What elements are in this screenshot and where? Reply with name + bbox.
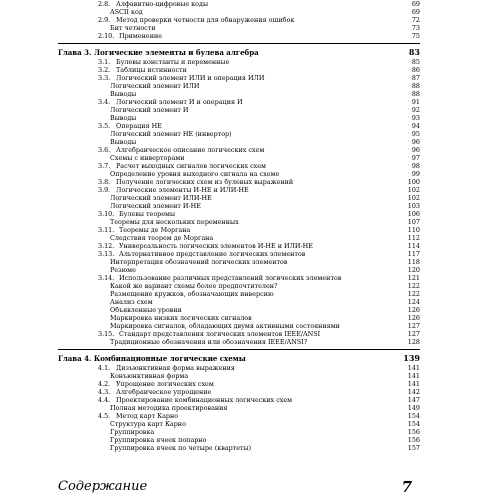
toc-section-entry [58, 74, 420, 82]
toc-section-entry [58, 210, 420, 218]
entry-page-number: 126 [407, 314, 420, 322]
entry-title: Операция НЕ [116, 122, 162, 130]
toc-subsection-entry [58, 444, 420, 452]
entry-page-number: 157 [407, 444, 420, 452]
entry-page-number: 103 [407, 202, 420, 210]
section-number: 4.1. [98, 364, 111, 372]
entry-title: Альтернативное представление логических элементов [119, 250, 306, 258]
entry-title: Группировка ячеек попарно [110, 436, 207, 444]
entry-page-number: 124 [407, 298, 420, 306]
toc-subsection-entry [58, 154, 420, 162]
entry-page-number: 154 [407, 412, 420, 420]
entry-page-number: 141 [407, 380, 420, 388]
toc-section-entry [58, 32, 420, 40]
toc-section-entry [58, 396, 420, 404]
entry-title: Маркировка сигналов, обладающих двумя активными состояниями [110, 322, 340, 330]
entry-page-number: 127 [407, 322, 420, 330]
entry-page-number: 121 [407, 274, 420, 282]
entry-title: Бит четности [110, 24, 156, 32]
toc-subsection-entry [58, 90, 420, 98]
entry-page-number: 99 [411, 170, 420, 178]
section-number: 3.3. [98, 74, 111, 82]
entry-title: Булевы константы и переменные [116, 58, 230, 66]
entry-page-number: 141 [407, 372, 420, 380]
toc-section-entry [58, 16, 420, 24]
entry-title: Резюме [110, 266, 136, 274]
section-number: 3.5. [98, 122, 111, 130]
toc-subsection-entry [58, 420, 420, 428]
entry-title: Булевы теоремы [119, 210, 176, 218]
entry-title: Какой же вариант схемы более предпочтителен? [110, 282, 278, 290]
entry-page-number: 72 [411, 16, 420, 24]
toc-subsection-entry [58, 428, 420, 436]
toc-subsection-entry [58, 24, 420, 32]
entry-page-number: 88 [411, 90, 420, 98]
toc-subsection-entry [58, 170, 420, 178]
entry-page-number: 110 [407, 226, 420, 234]
entry-title: Логический элемент ИЛИ-НЕ [110, 194, 212, 202]
entry-title: Схемы с инверторами [110, 154, 185, 162]
table-of-contents [58, 0, 420, 452]
entry-page-number: 94 [411, 122, 420, 130]
toc-subsection-entry [58, 106, 420, 114]
entry-title: Универсальность логических элементов И-НЕ и ИЛИ-НЕ [119, 242, 313, 250]
section-number: 3.15. [98, 330, 115, 338]
entry-title: Логический элемент ИЛИ и операция ИЛИ [116, 74, 265, 82]
entry-page-number: 102 [407, 186, 420, 194]
entry-page-number: 96 [411, 138, 420, 146]
page-number: 7 [401, 478, 412, 496]
entry-page-number: 156 [407, 436, 420, 444]
entry-title: Логический элемент ИЛИ [110, 82, 200, 90]
toc-section-entry [58, 364, 420, 372]
toc-subsection-entry [58, 266, 420, 274]
entry-page-number: 114 [407, 242, 420, 250]
toc-section-entry [58, 98, 420, 106]
section-number: 4.5. [98, 412, 111, 420]
entry-page-number: 69 [411, 8, 420, 16]
chapter-heading [58, 47, 420, 58]
entry-page-number: 127 [407, 330, 420, 338]
section-number: 3.9. [98, 186, 111, 194]
toc-section-entry [58, 146, 420, 154]
toc-section-entry [58, 0, 420, 8]
entry-title: Выводы [110, 114, 137, 122]
entry-title: Логический элемент И-НЕ [110, 202, 201, 210]
toc-subsection-entry [58, 372, 420, 380]
section-number: 2.9. [98, 16, 111, 24]
section-number: 4.2. [98, 380, 111, 388]
toc-section-entry [58, 242, 420, 250]
entry-page-number: 139 [403, 353, 420, 363]
toc-section-entry [58, 178, 420, 186]
entry-page-number: 69 [411, 0, 420, 8]
toc-subsection-entry [58, 314, 420, 322]
entry-title: Алфавитно-цифровые коды [116, 0, 209, 8]
section-number: 3.7. [98, 162, 111, 170]
entry-title: Применение [119, 32, 163, 40]
entry-title: Структура карт Карно [110, 420, 186, 428]
entry-page-number: 112 [407, 234, 420, 242]
entry-title: Логический элемент И [110, 106, 189, 114]
toc-subsection-entry [58, 322, 420, 330]
entry-page-number: 97 [411, 154, 420, 162]
page-footer [58, 478, 420, 496]
chapter-divider [58, 43, 420, 44]
entry-page-number: 142 [407, 388, 420, 396]
entry-page-number: 96 [411, 146, 420, 154]
toc-section-entry [58, 388, 420, 396]
section-number: 3.8. [98, 178, 111, 186]
entry-title: Метод карт Карно [116, 412, 179, 420]
chapter-divider [58, 349, 420, 350]
entry-page-number: 106 [407, 210, 420, 218]
entry-page-number: 154 [407, 420, 420, 428]
entry-title: Теоремы для нескольких переменных [110, 218, 239, 226]
toc-section-entry [58, 274, 420, 282]
entry-page-number: 87 [411, 74, 420, 82]
section-number: 3.11. [98, 226, 115, 234]
section-number: 3.12. [98, 242, 115, 250]
entry-page-number: 149 [407, 404, 420, 412]
toc-subsection-entry [58, 436, 420, 444]
toc-section-entry [58, 226, 420, 234]
entry-page-number: 93 [411, 114, 420, 122]
toc-subsection-entry [58, 130, 420, 138]
entry-title: Конъюнктивная форма [110, 372, 189, 380]
entry-title: Проектирование комбинационных логических схем [116, 396, 293, 404]
section-number: 2.8. [98, 0, 111, 8]
toc-subsection-entry [58, 138, 420, 146]
entry-title: Глава 3. Логические элементы и булева алгебра [58, 48, 259, 57]
section-number: 3.4. [98, 98, 111, 106]
entry-title: Маркировка низких логических сигналов [110, 314, 252, 322]
entry-title: Использование различных представлений логических элементов [119, 274, 342, 282]
entry-page-number: 85 [411, 58, 420, 66]
entry-title: Объявленные уровни [110, 306, 182, 314]
entry-page-number: 156 [407, 428, 420, 436]
toc-section-entry [58, 122, 420, 130]
entry-title: Теоремы де Моргана [119, 226, 191, 234]
section-number: 3.13. [98, 250, 115, 258]
toc-section-entry [58, 58, 420, 66]
entry-page-number: 88 [411, 82, 420, 90]
entry-page-number: 100 [407, 178, 420, 186]
entry-page-number: 73 [411, 24, 420, 32]
entry-title: Размещение кружков, обозначающих инверсию [110, 290, 274, 298]
entry-title: Анализ схем [110, 298, 153, 306]
section-number: 2.10. [98, 32, 115, 40]
entry-title: Логический элемент НЕ (инвертор) [110, 130, 232, 138]
toc-subsection-entry [58, 306, 420, 314]
entry-title: Дизъюнктивная форма выражения [116, 364, 235, 372]
entry-page-number: 86 [411, 66, 420, 74]
entry-page-number: 91 [411, 98, 420, 106]
section-number: 4.4. [98, 396, 111, 404]
entry-title: Метод проверки четности для обнаружения ошибок [116, 16, 295, 24]
entry-page-number: 117 [407, 250, 420, 258]
section-number: 3.14. [98, 274, 115, 282]
toc-subsection-entry [58, 82, 420, 90]
entry-title: Логический элемент И и операция И [116, 98, 243, 106]
entry-title: Следствия теорем де Моргана [110, 234, 214, 242]
entry-title: Алгебраическое описание логических схем [116, 146, 265, 154]
entry-title: Традиционные обозначения или обозначения IEEE/ANSI? [110, 338, 308, 346]
entry-title: Интерпретация обозначений логических элементов [110, 258, 288, 266]
toc-section-entry [58, 412, 420, 420]
entry-page-number: 122 [407, 282, 420, 290]
entry-page-number: 147 [407, 396, 420, 404]
toc-subsection-entry [58, 114, 420, 122]
entry-page-number: 120 [407, 266, 420, 274]
entry-title: Расчет выходных сигналов логических схем [116, 162, 267, 170]
toc-subsection-entry [58, 8, 420, 16]
section-number: 4.3. [98, 388, 111, 396]
entry-title: Группировка [110, 428, 155, 436]
entry-page-number: 128 [407, 338, 420, 346]
entry-page-number: 75 [411, 32, 420, 40]
entry-title: Упрощение логических схем [116, 380, 214, 388]
chapter-heading [58, 353, 420, 364]
entry-title: Логические элементы И-НЕ и ИЛИ-НЕ [116, 186, 249, 194]
entry-title: Таблицы истинности [116, 66, 187, 74]
toc-subsection-entry [58, 404, 420, 412]
entry-page-number: 126 [407, 306, 420, 314]
toc-subsection-entry [58, 202, 420, 210]
toc-subsection-entry [58, 290, 420, 298]
toc-subsection-entry [58, 234, 420, 242]
toc-section-entry [58, 186, 420, 194]
entry-title: Глава 4. Комбинационные логические схемы [58, 354, 246, 363]
entry-title: Получение логических схем из булевых выражений [116, 178, 294, 186]
entry-page-number: 92 [411, 106, 420, 114]
entry-page-number: 107 [407, 218, 420, 226]
entry-page-number: 122 [407, 290, 420, 298]
toc-section-entry [58, 330, 420, 338]
entry-title: Полная методика проектирования [110, 404, 228, 412]
entry-page-number: 98 [411, 162, 420, 170]
toc-subsection-entry [58, 282, 420, 290]
section-number: 3.6. [98, 146, 111, 154]
toc-subsection-entry [58, 258, 420, 266]
entry-title: Группировка ячеек по четыре (квартеты) [110, 444, 252, 452]
entry-title: Алгебраическое упрощение [116, 388, 212, 396]
entry-title: ASCII код [110, 8, 143, 16]
entry-title: Выводы [110, 138, 137, 146]
entry-page-number: 102 [407, 194, 420, 202]
toc-subsection-entry [58, 218, 420, 226]
toc-section-entry [58, 380, 420, 388]
section-number: 3.10. [98, 210, 115, 218]
toc-section-entry [58, 250, 420, 258]
running-title: Содержание [58, 479, 148, 494]
entry-title: Определение уровня выходного сигнала на схеме [110, 170, 280, 178]
entry-page-number: 83 [408, 47, 420, 57]
entry-page-number: 95 [411, 130, 420, 138]
toc-subsection-entry [58, 194, 420, 202]
toc-subsection-entry [58, 298, 420, 306]
entry-page-number: 141 [407, 364, 420, 372]
section-number: 3.1. [98, 58, 111, 66]
section-number: 3.2. [98, 66, 111, 74]
toc-subsection-entry [58, 338, 420, 346]
entry-title: Выводы [110, 90, 137, 98]
entry-page-number: 118 [407, 258, 420, 266]
toc-section-entry [58, 66, 420, 74]
toc-section-entry [58, 162, 420, 170]
entry-title: Стандарт представления логических элементов IEEE/ANSI [119, 330, 321, 338]
